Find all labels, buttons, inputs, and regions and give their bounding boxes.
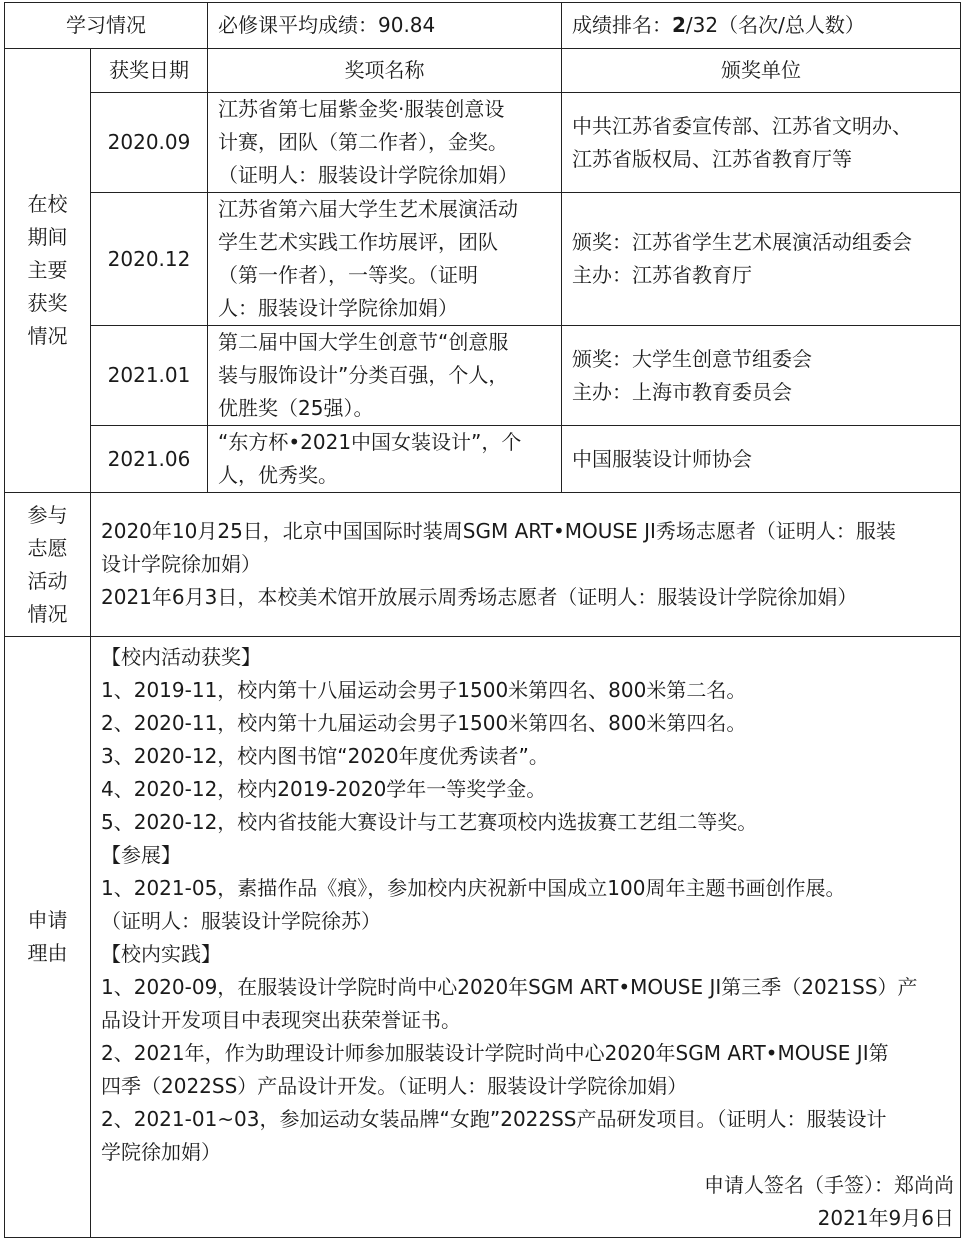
award-org xyxy=(562,326,961,426)
volunteer-label-line: 情况 xyxy=(27,601,68,626)
application-form-table xyxy=(4,2,961,1238)
award-row xyxy=(5,326,961,426)
award-org xyxy=(562,426,961,493)
award-name-line: 第二届中国大学生创意节“创意服 xyxy=(218,330,509,354)
award-row xyxy=(5,193,961,326)
reason-line: 5、2020-12，校内省技能大赛设计与工艺赛项校内选拔赛工艺组二等奖。 xyxy=(101,810,758,834)
reason-line: 3、2020-12，校内图书馆“2020年度优秀读者”。 xyxy=(101,744,549,768)
awards-label-line: 获奖 xyxy=(27,291,68,315)
reason-line: （证明人：服装设计学院徐苏） xyxy=(101,909,381,933)
award-row xyxy=(5,426,961,493)
rank-prefix: 成绩排名： xyxy=(572,13,672,37)
award-name-line: 人：服装设计学院徐加娟） xyxy=(218,296,458,320)
award-name-line: （证明人：服装设计学院徐加娟） xyxy=(218,163,518,187)
study-label: 学习情况 xyxy=(5,3,208,49)
header-award-org: 颁奖单位 xyxy=(562,49,961,93)
award-name xyxy=(208,93,562,193)
gpa-cell: 必修课平均成绩：90.84 xyxy=(208,3,562,49)
reason-section-label xyxy=(5,637,91,1238)
volunteer-label-line: 志愿 xyxy=(27,535,68,560)
award-org-line: 中共江苏省委宣传部、江苏省文明办、 xyxy=(572,113,912,138)
award-name-line: 计赛，团队（第二作者），金奖。 xyxy=(218,130,508,154)
award-name xyxy=(208,193,562,326)
reason-label-line: 申请 xyxy=(27,908,68,932)
volunteer-section-label xyxy=(5,493,91,637)
volunteer-line: 2021年6月3日，本校美术馆开放展示周秀场志愿者（证明人：服装设计学院徐加娟） xyxy=(101,585,858,609)
awards-label-line: 情况 xyxy=(27,324,68,348)
award-name xyxy=(208,426,562,493)
reason-line: 1、2020-09，在服装设计学院时尚中心2020年SGM ART•MOUSE JI第三季（2021SS）产 xyxy=(101,975,918,999)
volunteer-line: 设计学院徐加娟） xyxy=(101,552,261,576)
award-date: 2020.09 xyxy=(91,93,208,193)
reason-line: 1、2019-11，校内第十八届运动会男子1500米第四名、800米第二名。 xyxy=(101,678,747,702)
awards-section-label xyxy=(5,49,91,493)
reason-line: 2、2020-11，校内第十九届运动会男子1500米第四名、800米第四名。 xyxy=(101,711,747,735)
reason-line: 1、2021-05，素描作品《痕》，参加校内庆祝新中国成立100周年主题书画创作展。 xyxy=(101,876,846,900)
award-name-line: 学生艺术实践工作坊展评，团队 xyxy=(218,230,498,254)
volunteer-label-line: 活动 xyxy=(27,568,68,593)
volunteer-content xyxy=(91,493,961,637)
award-name-line: 人，优秀奖。 xyxy=(218,463,338,487)
volunteer-label-line: 参与 xyxy=(27,502,68,527)
reason-label-line: 理由 xyxy=(27,941,68,965)
award-org-line: 颁奖：江苏省学生艺术展演活动组委会 xyxy=(572,230,912,254)
rank-suffix: /32（名次/总人数） xyxy=(685,13,865,37)
award-name-line: 江苏省第六届大学生艺术展演活动 xyxy=(218,197,518,221)
header-award-name: 奖项名称 xyxy=(208,49,562,93)
award-org-line: 主办：江苏省教育厅 xyxy=(572,263,752,287)
award-org-line: 颁奖：大学生创意节组委会 xyxy=(572,346,812,371)
award-org-line: 主办：上海市教育委员会 xyxy=(572,379,792,404)
award-name-line: 优胜奖（25强）。 xyxy=(218,396,374,420)
award-name-line: 装与服饰设计”分类百强，个人， xyxy=(218,363,509,387)
reason-line: 2、2021年，作为助理设计师参加服装设计学院时尚中心2020年SGM ART•MOUSE JI第 xyxy=(101,1041,889,1065)
reason-line: 【参展】 xyxy=(101,843,181,867)
reason-line: 【校内实践】 xyxy=(101,942,221,966)
awards-label-line: 期间 xyxy=(27,225,68,249)
header-award-date: 获奖日期 xyxy=(91,49,208,93)
reason-content xyxy=(91,637,961,1238)
awards-header-row xyxy=(5,49,961,93)
award-org xyxy=(562,193,961,326)
reason-line: 学院徐加娟） xyxy=(101,1140,221,1164)
award-date: 2021.01 xyxy=(91,326,208,426)
award-org xyxy=(562,93,961,193)
award-date: 2021.06 xyxy=(91,426,208,493)
volunteer-line: 2020年10月25日，北京中国国际时装周SGM ART•MOUSE JI秀场志愿者（证明人：服装 xyxy=(101,519,896,543)
reason-line: 4、2020-12，校内2019-2020学年一等奖学金。 xyxy=(101,777,547,801)
award-org-line: 江苏省版权局、江苏省教育厅等 xyxy=(572,146,852,171)
reason-line: 2、2021-01~03，参加运动女装品牌“女跑”2022SS产品研发项目。（证明人：服装设计 xyxy=(101,1107,887,1131)
award-name-line: （第一作者），一等奖。（证明 xyxy=(218,263,478,287)
rank-value: 2 xyxy=(672,13,686,37)
award-org-line: 中国服装设计师协会 xyxy=(572,446,752,471)
volunteer-row xyxy=(5,493,961,637)
study-row xyxy=(5,3,961,49)
award-name-line: “东方杯•2021中国女装设计”，个 xyxy=(218,430,522,454)
reason-line: 【校内活动获奖】 xyxy=(101,645,261,669)
reason-line: 四季（2022SS）产品设计开发。（证明人：服装设计学院徐加娟） xyxy=(101,1074,688,1098)
reason-row xyxy=(5,637,961,1238)
award-name xyxy=(208,326,562,426)
award-row xyxy=(5,93,961,193)
rank-cell xyxy=(562,3,961,49)
award-name-line: 江苏省第七届紫金奖·服装创意设 xyxy=(218,97,505,121)
applicant-signature: 申请人签名（手签）：郑尚尚 xyxy=(704,1173,954,1197)
awards-label-line: 主要 xyxy=(27,258,68,282)
awards-label-line: 在校 xyxy=(27,192,68,216)
reason-line: 品设计开发项目中表现突出获荣誉证书。 xyxy=(101,1008,461,1032)
signature-date: 2021年9月6日 xyxy=(817,1206,954,1230)
award-date: 2020.12 xyxy=(91,193,208,326)
